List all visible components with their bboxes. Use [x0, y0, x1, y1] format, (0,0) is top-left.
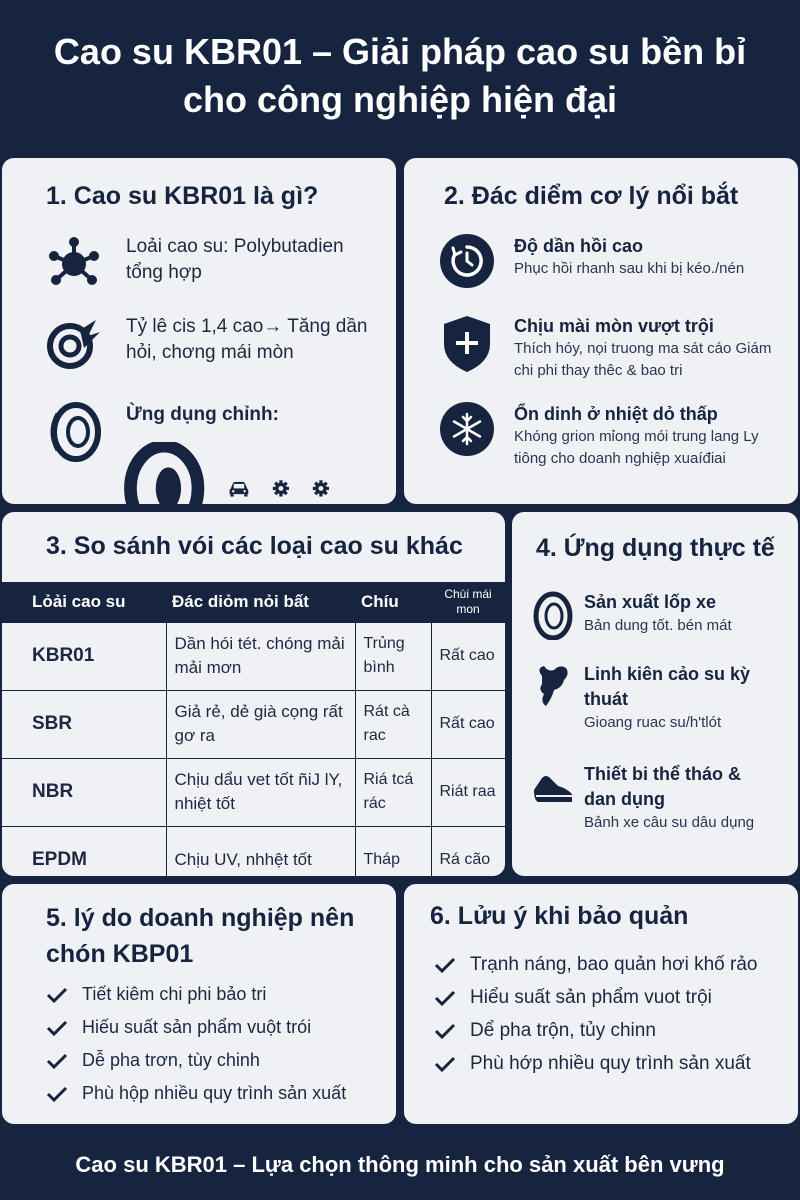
list-item	[434, 948, 757, 981]
check-icon	[46, 1052, 68, 1070]
storage-text: Dể pha trộn, tủy chinn	[470, 1019, 656, 1041]
card-real-applications	[512, 512, 798, 876]
rubber-value: Trủng bình	[355, 622, 431, 690]
check-icon	[46, 1019, 68, 1037]
card-mechanical-properties	[404, 158, 798, 504]
footer-banner	[0, 1130, 800, 1200]
card-reasons	[2, 884, 396, 1124]
rubber-value: Tháp	[355, 826, 431, 876]
rubber-feature: Giả rẻ, dẻ già cọng rất gơ ra	[166, 690, 355, 758]
rubber-name: EPDM	[2, 826, 166, 876]
rubber-feature: Dần hói tét. chóng mải mải mơn	[166, 622, 355, 690]
table-row	[2, 690, 505, 758]
shield-plus-icon	[440, 314, 494, 374]
reason-text: Phù hộp nhiều quy trình sản xuất	[82, 1083, 347, 1103]
application-desc: Gioang ruac su/h'tlót	[584, 714, 722, 731]
storage-text: Hiểu suất sản phẩm vuot trội	[470, 986, 712, 1008]
reason-text: Tiết kiêm chi phi bảo tri	[82, 984, 267, 1004]
list-item	[46, 978, 346, 1011]
list-item	[434, 1047, 757, 1080]
feature-wear-resistance	[440, 314, 784, 382]
cis-ratio-text: Tỷ lê cis 1,4 cao→ Tăng dần hỏi, chơng mái mòn	[126, 316, 368, 363]
feature-title: Ổn dinh ở nhiệt dỏ thấp	[514, 404, 718, 424]
table-row	[2, 622, 505, 690]
storage-list	[434, 948, 757, 1080]
application-title: Sản xuất lốp xe	[584, 592, 717, 612]
check-icon	[46, 1085, 68, 1103]
feature-title: Chịu mài mòn vượt trội	[514, 316, 714, 336]
list-item	[434, 981, 757, 1014]
rubber-name: KBR01	[2, 622, 166, 690]
application-item	[532, 662, 754, 734]
rubber-value: Rá cão	[431, 826, 505, 876]
application-title: Thiết bi thể tháo & dan dụng	[584, 764, 741, 809]
column-header: Đác diỏm nỏi bất	[166, 582, 355, 622]
row-cis-ratio	[44, 314, 386, 374]
list-item	[46, 1011, 346, 1044]
timer-icon	[440, 234, 494, 288]
column-header: Chùi mái mon	[431, 582, 505, 622]
section6-title: 6. Lửu ý khi bảo quản	[430, 902, 689, 930]
feature-low-temp-stability	[440, 402, 784, 470]
storage-text: Trạnh náng, bao quản hơi khố rảo	[470, 953, 758, 975]
storage-text: Phù hớp nhiều quy trình sản xuất	[470, 1052, 751, 1074]
molecule-icon	[44, 234, 104, 294]
row-rubber-type	[44, 234, 366, 294]
reasons-list	[46, 978, 346, 1110]
section3-title: 3. So sánh vói các loại cao su khác	[46, 532, 463, 560]
applications-label: Ừng dụng chỉnh:	[126, 404, 279, 425]
table-row	[2, 826, 505, 876]
rubber-value: Rất cao	[431, 690, 505, 758]
application-desc: Bản dung tốt. bén mát	[584, 617, 732, 634]
feature-desc: Khóng grion mỉong mói trung lang Ly tiông cho doanh nghiệp xuaíđiai	[514, 428, 759, 467]
rubber-value: Riá tcá rác	[355, 758, 431, 826]
list-item	[46, 1044, 346, 1077]
rubber-part-icon	[532, 662, 574, 712]
reason-text: Hiếu suất sản phẩm vuột trói	[82, 1017, 312, 1037]
card-comparison	[2, 512, 505, 876]
rubber-name: SBR	[2, 690, 166, 758]
check-icon	[434, 989, 456, 1007]
header-banner	[0, 0, 800, 152]
tire-icon	[532, 590, 574, 640]
section1-title: 1. Cao su KBR01 là gì?	[46, 182, 319, 210]
feature-elasticity	[440, 234, 784, 288]
check-icon	[434, 1022, 456, 1040]
application-item	[532, 590, 732, 640]
page-title: Cao su KBR01 – Giải pháp cao su bền bỉ cho công nghiệp hiện đại	[53, 31, 747, 120]
rubber-feature: Chịu dẩu vet tốt ñiJ lY, nhiệt tốt	[166, 758, 355, 826]
shoe-icon	[532, 762, 574, 812]
rubber-value: Rát cà rac	[355, 690, 431, 758]
rubber-feature: Chịu UV, nhhệt tốt	[166, 826, 355, 876]
application-item	[532, 762, 754, 834]
rubber-type-text: Loải cao su: Polybutadien tổng hợp	[126, 236, 344, 283]
rubber-name: NBR	[2, 758, 166, 826]
rubber-value: Rất cao	[431, 622, 505, 690]
check-icon	[434, 956, 456, 974]
feature-title: Độ dần hồi cao	[514, 236, 644, 256]
rubber-value: Riát raa	[431, 758, 505, 826]
tire-icon	[44, 402, 104, 462]
application-title: Linh kiên cảo su kỳ thuát	[584, 664, 751, 709]
feature-desc: Thích hóy, nọi truong ma sát cáo Giám chi phi thay thêc & bao tri	[514, 340, 772, 379]
section2-title: 2. Đác diểm cơ lý nổi bắt	[444, 182, 739, 210]
table-header-row	[2, 582, 505, 622]
comparison-table	[2, 582, 505, 876]
footer-text: Cao su KBR01 – Lựa chọn thông minh cho sản xuất bên vưng	[75, 1152, 725, 1177]
card-storage-notes	[404, 884, 798, 1124]
check-icon	[434, 1055, 456, 1073]
section5-title: 5. lý do doanh nghiệp nên chón KBP01	[46, 904, 355, 968]
list-item	[46, 1077, 346, 1110]
reason-text: Dễ pha trơn, tùy chinh	[82, 1050, 260, 1070]
column-header: Chíu	[355, 582, 431, 622]
list-item	[434, 1014, 757, 1047]
application-desc: Bảnh xe câu su dâu dụng	[584, 814, 755, 831]
table-row	[2, 758, 505, 826]
column-header: Lỏải cao su	[2, 582, 166, 622]
check-icon	[46, 986, 68, 1004]
feature-desc: Phục hồi rhanh sau khi bị kéo./nén	[514, 260, 745, 277]
section4-title: 4. Ứng dụng thực tế	[536, 534, 775, 562]
tire-flame-icon	[44, 314, 104, 374]
snowflake-icon	[440, 402, 494, 456]
